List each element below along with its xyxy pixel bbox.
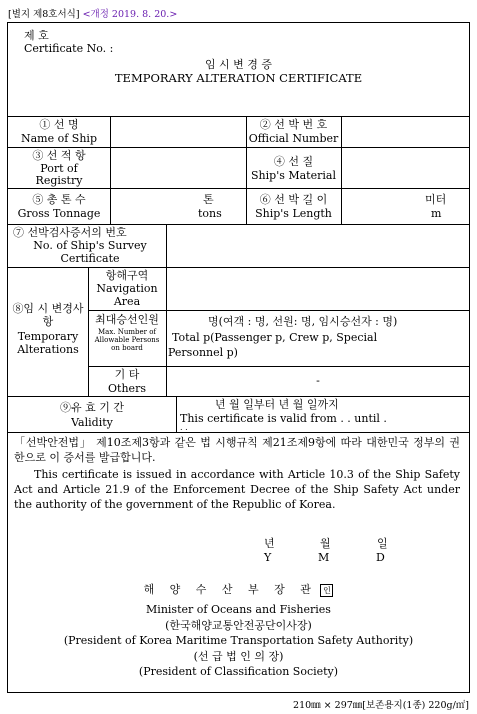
validity-ko: ⑨유 효 기 간	[60, 401, 124, 414]
ship-name-ko: ① 선 명	[39, 118, 79, 131]
issuer-ko-text: 해 양 수 산 부 장 관	[143, 583, 317, 596]
validity-en: Validity	[71, 416, 113, 429]
paper-spec: 210㎜ × 297㎜[보존용지(1종) 220g/㎡]	[293, 700, 469, 711]
nav-area-ko: 항해구역	[105, 269, 149, 282]
length-en: Ship's Length	[255, 207, 332, 220]
cert-no-ko: 제 호	[24, 29, 49, 42]
tonnage-unit-en: tons	[198, 207, 222, 220]
date-month-ko: 월	[320, 537, 331, 550]
issuer3-en: (President of Classification Society)	[138, 665, 339, 678]
persons-line-en1: Total p(Passenger p, Crew p, Special	[172, 331, 378, 344]
tonnage-en: Gross Tonnage	[17, 207, 101, 220]
date-year-en: Y	[264, 551, 272, 564]
survey-cert-en: No. of Ship's Survey Certificate	[33, 239, 147, 265]
official-number-en: Official Number	[248, 132, 339, 145]
statement-ko: 「선박안전법」 제10조제3항과 같은 법 시행규칙 제21조제9항에 따라 대한민국 정부의 권한으로 이 증서를 발급합니다.	[14, 436, 460, 464]
statement-en: This certificate is issued in accordance with Article 10.3 of the Ship Safety Act and Article 21.9 of the Enforcement Decree of the Ship Safety Act under the authority of the government of the Republic of Korea.	[14, 468, 460, 511]
persons-line-ko: 명(여객 : 명, 선원: 명, 임시승선자 : 명)	[208, 315, 398, 328]
tonnage-unit-ko: 톤	[203, 193, 214, 206]
validity-line-en: This certificate is valid from . . until .	[180, 412, 387, 425]
others-value: -	[316, 374, 320, 387]
material-ko: ④ 선 질	[273, 155, 314, 168]
others-ko: 기 타	[114, 368, 140, 381]
date-day-en: D	[376, 551, 385, 564]
issuer2-ko: (한국해양교통안전공단이사장)	[165, 619, 312, 632]
ship-name-en: Name of Ship	[21, 132, 97, 145]
title-ko: 임 시 변 경 증	[204, 58, 273, 71]
persons-line-en2: Personnel p)	[168, 346, 238, 359]
cert-no-en: Certificate No. :	[24, 42, 114, 55]
length-unit-en: m	[431, 207, 442, 220]
max-persons-en: Max. Number of Allowable Persons on board	[94, 328, 160, 352]
alterations-ko: ⑧임 시 변경사항	[12, 302, 84, 328]
title-en: TEMPORARY ALTERATION CERTIFICATE	[114, 71, 363, 85]
max-persons-ko: 최대승선인원	[95, 313, 159, 326]
port-en: Port of Registry	[35, 162, 83, 187]
official-seal: 인	[320, 584, 333, 597]
form-header	[8, 6, 177, 20]
others-en: Others	[108, 382, 146, 395]
issuer-ko	[7, 583, 470, 597]
validity-line-ko: 년 월 일부터 년 월 일까지	[215, 398, 339, 411]
alterations-en: Temporary Alterations	[17, 330, 79, 356]
material-en: Ship's Material	[251, 169, 336, 182]
issuer-en: Minister of Oceans and Fisheries	[146, 603, 331, 616]
form-number: [별지 제8호서식]	[8, 9, 80, 20]
tonnage-ko: ⑤ 총 톤 수	[32, 193, 86, 206]
nav-area-en: Navigation Area	[96, 282, 158, 308]
length-unit-ko: 미터	[425, 193, 447, 206]
port-ko: ③ 선 적 항	[32, 149, 86, 162]
date-year-ko: 년	[264, 537, 275, 550]
issuer3-ko: (선 급 법 인 의 장)	[193, 650, 284, 663]
official-number-ko: ② 선 박 번 호	[259, 118, 328, 131]
survey-cert-ko: ⑦ 선박검사증서의 번호	[13, 226, 127, 239]
length-ko: ⑥ 선 박 길 이	[259, 193, 328, 206]
issuer2-en: (President of Korea Maritime Transportation Safety Authority)	[63, 634, 414, 647]
date-day-ko: 일	[377, 537, 388, 550]
date-month-en: M	[318, 551, 330, 564]
validity-tail: . .	[180, 423, 188, 432]
revision-date: <개정 2019. 8. 20.>	[82, 9, 178, 20]
